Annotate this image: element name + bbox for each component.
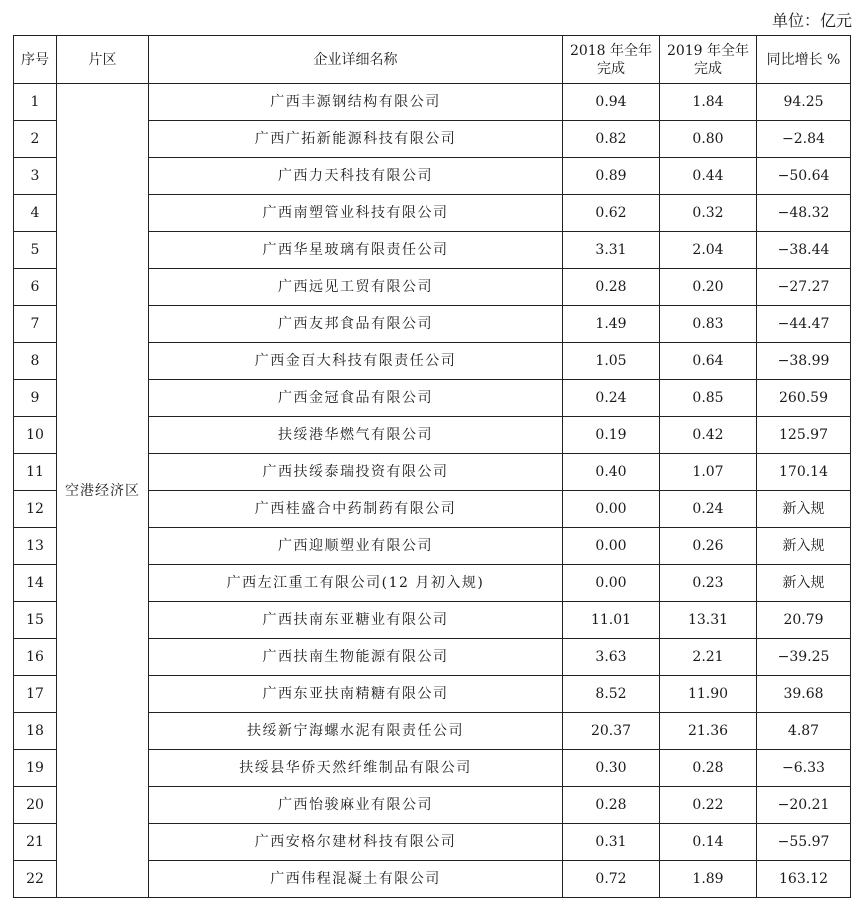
cell-2019: 0.28 — [660, 750, 757, 787]
cell-growth: −48.32 — [757, 195, 851, 232]
cell-2018: 0.89 — [563, 158, 660, 195]
cell-growth: −39.25 — [757, 639, 851, 676]
cell-seq: 8 — [14, 343, 57, 380]
cell-name: 广西安格尔建材科技有限公司 — [149, 824, 563, 861]
cell-2019: 0.85 — [660, 380, 757, 417]
cell-seq: 11 — [14, 454, 57, 491]
header-2019-line1: 2019 年全年 — [666, 42, 750, 59]
cell-growth: 新入规 — [757, 528, 851, 565]
cell-seq: 3 — [14, 158, 57, 195]
cell-2019: 1.07 — [660, 454, 757, 491]
header-2019 — [660, 36, 757, 84]
cell-name: 广西怡骏麻业有限公司 — [149, 787, 563, 824]
cell-2019: 2.21 — [660, 639, 757, 676]
header-seq: 序号 — [14, 36, 57, 84]
cell-2018: 8.52 — [563, 676, 660, 713]
cell-seq: 7 — [14, 306, 57, 343]
table-body — [14, 84, 851, 898]
table-row — [14, 84, 851, 121]
cell-name: 扶绥港华燃气有限公司 — [149, 417, 563, 454]
cell-2018: 0.82 — [563, 121, 660, 158]
cell-seq: 4 — [14, 195, 57, 232]
cell-2019: 2.04 — [660, 232, 757, 269]
cell-name: 广西友邦食品有限公司 — [149, 306, 563, 343]
cell-name: 广西力天科技有限公司 — [149, 158, 563, 195]
cell-2018: 0.28 — [563, 787, 660, 824]
cell-2018: 11.01 — [563, 602, 660, 639]
cell-2018: 0.72 — [563, 861, 660, 898]
cell-area: 空港经济区 — [57, 84, 149, 898]
cell-2018: 0.00 — [563, 491, 660, 528]
cell-name: 广西桂盛合中药制药有限公司 — [149, 491, 563, 528]
cell-seq: 21 — [14, 824, 57, 861]
cell-growth: −44.47 — [757, 306, 851, 343]
cell-seq: 20 — [14, 787, 57, 824]
cell-seq: 9 — [14, 380, 57, 417]
cell-seq: 5 — [14, 232, 57, 269]
cell-name: 广西扶南东亚糖业有限公司 — [149, 602, 563, 639]
cell-2019: 0.23 — [660, 565, 757, 602]
cell-growth: 4.87 — [757, 713, 851, 750]
cell-name: 扶绥新宁海螺水泥有限责任公司 — [149, 713, 563, 750]
cell-growth: 新入规 — [757, 565, 851, 602]
cell-growth: 260.59 — [757, 380, 851, 417]
cell-growth: 163.12 — [757, 861, 851, 898]
cell-growth: 125.97 — [757, 417, 851, 454]
cell-2019: 13.31 — [660, 602, 757, 639]
header-2018-line1: 2018 年全年 — [569, 42, 653, 59]
cell-growth: 20.79 — [757, 602, 851, 639]
cell-2018: 0.40 — [563, 454, 660, 491]
cell-name: 广西伟程混凝土有限公司 — [149, 861, 563, 898]
cell-name: 广西丰源钢结构有限公司 — [149, 84, 563, 121]
header-2018-line2: 完成 — [597, 60, 625, 77]
cell-seq: 6 — [14, 269, 57, 306]
cell-name: 广西南塑管业科技有限公司 — [149, 195, 563, 232]
cell-2019: 0.20 — [660, 269, 757, 306]
header-2018 — [563, 36, 660, 84]
cell-growth: 170.14 — [757, 454, 851, 491]
cell-seq: 15 — [14, 602, 57, 639]
cell-seq: 10 — [14, 417, 57, 454]
cell-2018: 20.37 — [563, 713, 660, 750]
cell-2018: 0.00 — [563, 528, 660, 565]
cell-name: 广西东亚扶南精糖有限公司 — [149, 676, 563, 713]
cell-2018: 0.94 — [563, 84, 660, 121]
header-name: 企业详细名称 — [149, 36, 563, 84]
cell-growth: −6.33 — [757, 750, 851, 787]
cell-growth: −55.97 — [757, 824, 851, 861]
cell-growth: 94.25 — [757, 84, 851, 121]
cell-2018: 0.19 — [563, 417, 660, 454]
cell-seq: 1 — [14, 84, 57, 121]
cell-growth: −38.99 — [757, 343, 851, 380]
cell-2019: 0.22 — [660, 787, 757, 824]
cell-2018: 3.63 — [563, 639, 660, 676]
cell-2019: 0.14 — [660, 824, 757, 861]
cell-seq: 12 — [14, 491, 57, 528]
cell-2019: 21.36 — [660, 713, 757, 750]
header-area: 片区 — [57, 36, 149, 84]
cell-seq: 18 — [14, 713, 57, 750]
cell-2019: 1.89 — [660, 861, 757, 898]
cell-2018: 0.24 — [563, 380, 660, 417]
cell-name: 扶绥县华侨天然纤维制品有限公司 — [149, 750, 563, 787]
cell-2018: 1.49 — [563, 306, 660, 343]
cell-growth: −20.21 — [757, 787, 851, 824]
cell-2018: 0.62 — [563, 195, 660, 232]
cell-2019: 0.64 — [660, 343, 757, 380]
cell-name: 广西迎顺塑业有限公司 — [149, 528, 563, 565]
cell-2018: 3.31 — [563, 232, 660, 269]
cell-name: 广西扶绥泰瑞投资有限公司 — [149, 454, 563, 491]
cell-2018: 0.30 — [563, 750, 660, 787]
cell-2019: 0.42 — [660, 417, 757, 454]
cell-seq: 22 — [14, 861, 57, 898]
cell-growth: −27.27 — [757, 269, 851, 306]
cell-seq: 17 — [14, 676, 57, 713]
table-header — [14, 36, 851, 84]
cell-name: 广西远见工贸有限公司 — [149, 269, 563, 306]
cell-2018: 0.00 — [563, 565, 660, 602]
cell-2019: 11.90 — [660, 676, 757, 713]
cell-2019: 0.83 — [660, 306, 757, 343]
cell-name: 广西广拓新能源科技有限公司 — [149, 121, 563, 158]
cell-name: 广西左江重工有限公司(12 月初入规) — [149, 565, 563, 602]
header-2019-line2: 完成 — [694, 60, 722, 77]
cell-seq: 13 — [14, 528, 57, 565]
cell-seq: 16 — [14, 639, 57, 676]
header-growth: 同比增长 % — [757, 36, 851, 84]
cell-growth: −38.44 — [757, 232, 851, 269]
cell-2019: 0.26 — [660, 528, 757, 565]
cell-seq: 2 — [14, 121, 57, 158]
cell-name: 广西金百大科技有限责任公司 — [149, 343, 563, 380]
cell-name: 广西金冠食品有限公司 — [149, 380, 563, 417]
cell-2019: 0.44 — [660, 158, 757, 195]
cell-2019: 0.32 — [660, 195, 757, 232]
unit-label: 单位：亿元 — [771, 11, 852, 30]
cell-name: 广西扶南生物能源有限公司 — [149, 639, 563, 676]
cell-seq: 19 — [14, 750, 57, 787]
cell-growth: −50.64 — [757, 158, 851, 195]
cell-growth: 新入规 — [757, 491, 851, 528]
cell-2018: 0.28 — [563, 269, 660, 306]
cell-2019: 1.84 — [660, 84, 757, 121]
cell-2018: 0.31 — [563, 824, 660, 861]
enterprise-table — [13, 35, 851, 898]
cell-growth: 39.68 — [757, 676, 851, 713]
cell-2019: 0.24 — [660, 491, 757, 528]
cell-2018: 1.05 — [563, 343, 660, 380]
cell-growth: −2.84 — [757, 121, 851, 158]
cell-seq: 14 — [14, 565, 57, 602]
cell-2019: 0.80 — [660, 121, 757, 158]
cell-name: 广西华星玻璃有限责任公司 — [149, 232, 563, 269]
